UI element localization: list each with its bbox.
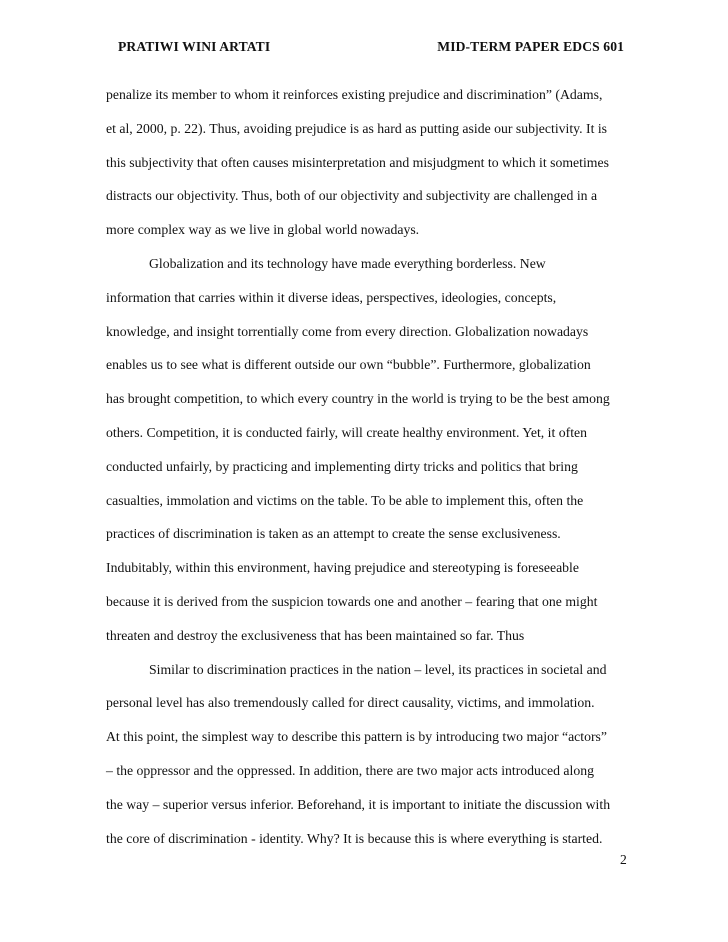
- text-line: enables us to see what is different outside our own “bubble”. Furthermore, globalization: [106, 357, 591, 373]
- text-line: distracts our objectivity. Thus, both of our objectivity and subjectivity are challenged in a: [106, 188, 598, 204]
- text-line: conducted unfairly, by practicing and implementing dirty tricks and politics that bring: [106, 458, 578, 474]
- text-line: penalize its member to whom it reinforces existing prejudice and discrimination” (Adams,: [106, 87, 603, 102]
- text-line: has brought competition, to which every country in the world is trying to be the best among: [106, 391, 610, 407]
- page-header: [118, 39, 624, 59]
- text-line: others. Competition, it is conducted fairly, will create healthy environment. Yet, it often: [106, 424, 588, 440]
- text-line: this subjectivity that often causes misinterpretation and misjudgment to which it sometimes: [106, 154, 609, 170]
- paragraph-start-line: Similar to discrimination practices in the nation – level, its practices in societal and: [149, 661, 607, 677]
- text-line: the way – superior versus inferior. Beforehand, it is important to initiate the discussion with: [106, 796, 611, 812]
- paragraph-start-line: Globalization and its technology have made everything borderless. New: [149, 255, 546, 271]
- text-line: because it is derived from the suspicion towards one and another – fearing that one might: [106, 593, 598, 609]
- text-line: more complex way as we live in global world nowadays.: [106, 222, 420, 238]
- text-line: information that carries within it diverse ideas, perspectives, ideologies, concepts,: [106, 289, 557, 305]
- text-line: casualties, immolation and victims on the table. To be able to implement this, often the: [106, 492, 584, 508]
- header-course: MID-TERM PAPER EDCS 601: [437, 39, 624, 54]
- text-line: At this point, the simplest way to describe this pattern is by introducing two major “actors”: [106, 729, 608, 745]
- text-line: threaten and destroy the exclusiveness that has been maintained so far. Thus: [106, 627, 525, 643]
- text-line: practices of discrimination is taken as an attempt to create the sense exclusiveness.: [106, 526, 561, 542]
- page-number: 2: [620, 852, 627, 867]
- header-author: PRATIWI WINI ARTATI: [118, 39, 271, 54]
- body-text: [106, 84, 636, 861]
- text-line: personal level has also tremendously called for direct causality, victims, and immolation.: [106, 695, 595, 711]
- text-line: – the oppressor and the oppressed. In addition, there are two major acts introduced along: [106, 762, 594, 778]
- text-line: knowledge, and insight torrentially come from every direction. Globalization nowadays: [106, 323, 589, 339]
- text-line: et al, 2000, p. 22). Thus, avoiding prejudice is as hard as putting aside our subjectivity. It is: [106, 120, 608, 136]
- text-line: the core of discrimination - identity. Why? It is because this is where everything is started.: [106, 830, 603, 846]
- text-line: Indubitably, within this environment, having prejudice and stereotyping is foreseeable: [106, 560, 579, 576]
